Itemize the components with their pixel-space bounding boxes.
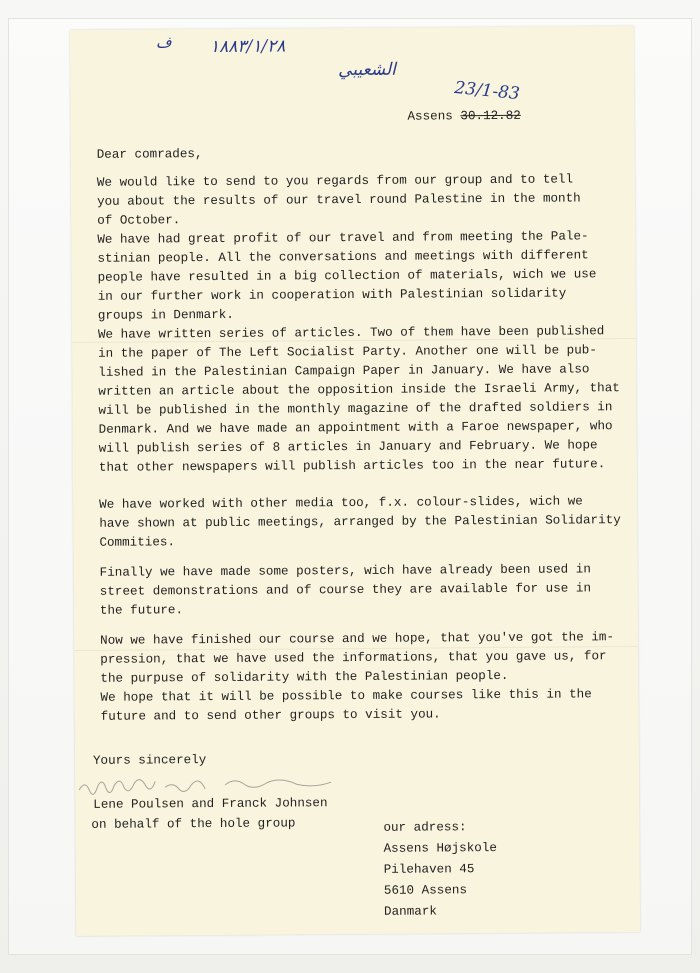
text-line: the purpuse of solidarity with the Palestinian people. <box>100 668 509 686</box>
text-line: that other newspapers will publish articles too in the near future. <box>98 457 606 475</box>
arabic-top-left: ف <box>155 33 172 52</box>
text-line: will be published in the monthly magazine of the drafted soldiers in <box>98 400 613 418</box>
text-line: We would like to send to you regards from our group and to tell <box>96 172 574 190</box>
body-paragraph-1 <box>97 170 621 478</box>
address-label: our adress: <box>383 820 467 835</box>
place-date-line <box>407 107 521 127</box>
handwritten-received-date: 23/1-83 <box>453 77 521 105</box>
text-line: lished in the Palestinian Campaign Paper in January. We have also <box>98 362 590 380</box>
salutation: Dear comrades, <box>96 147 203 162</box>
text-line: stinian people. All the conversations and meetings with different <box>97 248 589 266</box>
address-line: Danmark <box>383 904 437 919</box>
text-line: will publish series of 8 articles in January and February. We hope <box>98 438 598 456</box>
struck-date: 30.12.82 <box>460 108 521 124</box>
text-line: of October. <box>97 213 181 228</box>
on-behalf-line: on behalf of the hole group <box>91 816 296 832</box>
address-line: Pilehaven 45 <box>383 862 475 877</box>
text-line: We have worked with other media too, f.x. colour-slides, wich we <box>99 494 583 512</box>
text-line: have shown at public meetings, arranged by the Palestinian Solidarity <box>99 513 621 531</box>
body-paragraph-2 <box>99 492 621 553</box>
text-line: people have resulted in a big collection of materials, wich we use <box>97 267 597 285</box>
text-line: We hope that it will be possible to make courses like this in the <box>100 687 592 705</box>
letter-paper <box>70 26 640 936</box>
body-paragraph-3 <box>100 560 592 620</box>
body-paragraph-4 <box>100 628 615 727</box>
place: Assens <box>407 109 453 124</box>
address-line: 5610 Assens <box>383 883 468 898</box>
signers: Lene Poulsen and Franck Johnsen <box>93 796 328 812</box>
text-line: in the paper of The Left Socialist Party. Another one will be pub- <box>98 343 597 361</box>
text-line: We have written series of articles. Two of them have been published <box>97 324 605 342</box>
text-line: the future. <box>99 603 184 618</box>
text-line: pression, that we have used the informations, that you gave us, for <box>100 649 607 667</box>
text-line: We have had great profit of our travel and from meeting the Pale- <box>97 229 589 247</box>
text-line: future and to send other groups to visit you. <box>100 707 441 724</box>
text-line: Commities. <box>99 535 176 550</box>
closing: Yours sincerely <box>92 753 207 768</box>
address-block <box>383 817 497 923</box>
text-line: Now we have finished our course and we hope, that you've got the im- <box>100 630 615 648</box>
text-line: you about the results of our travel round Palestine in the month <box>96 191 581 209</box>
text-line: street demonstrations and of course they are available for use in <box>99 581 592 599</box>
handwritten-arabic-note: الشعيبي <box>338 59 396 81</box>
text-line: written an article about the opposition inside the Israeli Army, that <box>98 381 620 399</box>
text-line: groups in Denmark. <box>97 307 234 323</box>
address-line: Assens Højskole <box>383 841 497 856</box>
handwritten-reference-number: ١٨٨٣/١/٢٨ <box>209 36 286 58</box>
text-line: Finally we have made some posters, wich have already been used in <box>99 562 591 580</box>
text-line: Denmark. And we have made an appointment with a Faroe newspaper, who <box>98 419 613 437</box>
text-line: in our further work in cooperation with Palestinian solidarity <box>97 286 567 304</box>
